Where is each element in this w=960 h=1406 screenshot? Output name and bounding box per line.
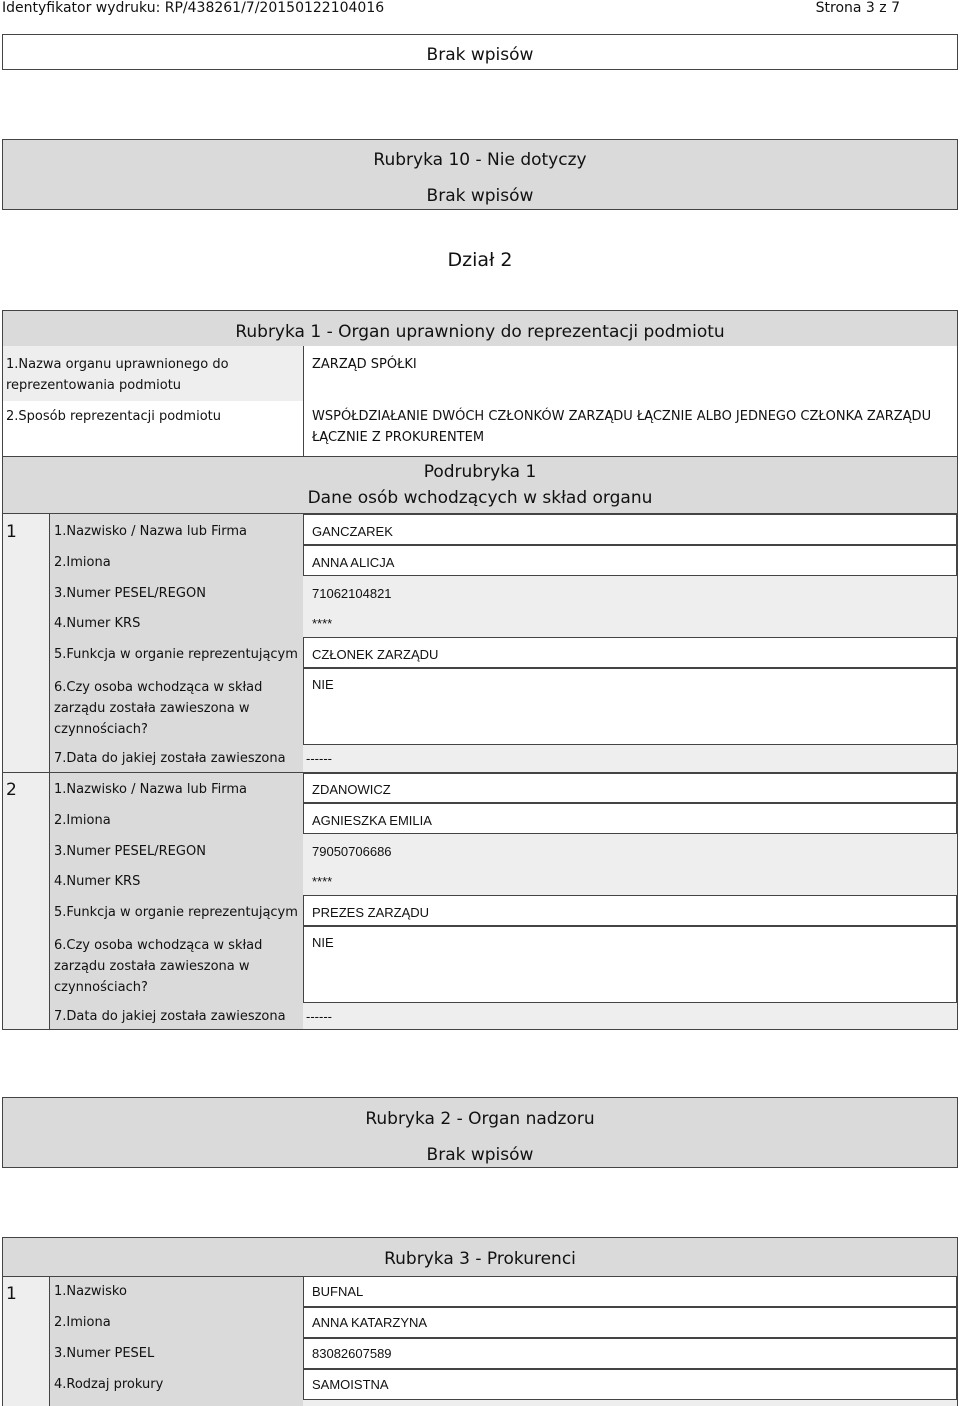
p2-value-7: ------ — [306, 1009, 332, 1024]
p1-value-1: GANCZAREK — [312, 524, 393, 539]
p2-label-2: 2.Imiona — [54, 813, 111, 828]
p2-label-3: 3.Numer PESEL/REGON — [54, 844, 206, 859]
person2-number: 2 — [6, 780, 17, 800]
r3-value-3: 83082607589 — [312, 1346, 392, 1361]
dzial-title: Dział 2 — [447, 249, 513, 271]
p1-label-7: 7.Data do jakiej została zawieszona — [54, 751, 286, 766]
p2-label-6: 6.Czy osoba wchodząca w skład zarządu została zawieszona w czynnościach? — [54, 938, 263, 995]
field1-label: 1.Nazwa organu uprawnionego do reprezentowania podmiotu — [6, 357, 229, 393]
p2-label-5: 5.Funkcja w organie reprezentującym — [54, 905, 298, 920]
page-number: Strona 3 z 7 — [815, 0, 900, 16]
p1-label-4: 4.Numer KRS — [54, 616, 141, 631]
r3-value-2: ANNA KATARZYNA — [312, 1315, 428, 1330]
p1-label-1: 1.Nazwisko / Nazwa lub Firma — [54, 524, 247, 539]
p1-value-4: **** — [312, 616, 333, 631]
r3-label-4: 4.Rodzaj prokury — [54, 1377, 164, 1392]
r3-value-4: SAMOISTNA — [312, 1377, 389, 1392]
rubryka10-title: Rubryka 10 - Nie dotyczy — [373, 150, 587, 170]
p2-value-5: PREZES ZARZĄDU — [312, 905, 430, 920]
podrubryka-subtitle: Dane osób wchodzących w skład organu — [307, 488, 653, 508]
field2-value: WSPÓŁDZIAŁANIE DWÓCH CZŁONKÓW ZARZĄDU ŁĄCZNIE ALBO JEDNEGO CZŁONKA ZARZĄDU ŁĄCZNIE Z PROKURENTEM — [312, 409, 932, 445]
p2-value-1: ZDANOWICZ — [312, 782, 391, 797]
r3-label-1: 1.Nazwisko — [54, 1284, 127, 1299]
p2-value-4: **** — [312, 874, 333, 889]
rubryka2-text: Brak wpisów — [426, 1145, 534, 1165]
p2-value-6: NIE — [312, 935, 334, 950]
p1-label-3: 3.Numer PESEL/REGON — [54, 586, 206, 601]
p2-label-7: 7.Data do jakiej została zawieszona — [54, 1009, 286, 1024]
p2-label-1: 1.Nazwisko / Nazwa lub Firma — [54, 782, 247, 797]
prokurent-number: 1 — [6, 1284, 17, 1304]
rubryka3-title: Rubryka 3 - Prokurenci — [384, 1249, 576, 1269]
person1-number: 1 — [6, 522, 17, 542]
p2-value-3: 79050706686 — [312, 844, 392, 859]
r3-label-2: 2.Imiona — [54, 1315, 111, 1330]
p2-value-2: AGNIESZKA EMILIA — [312, 813, 432, 828]
rubryka2-title: Rubryka 2 - Organ nadzoru — [365, 1109, 595, 1129]
p1-label-5: 5.Funkcja w organie reprezentującym — [54, 647, 298, 662]
rubryka1-title: Rubryka 1 - Organ uprawniony do reprezentacji podmiotu — [235, 322, 725, 342]
p2-label-4: 4.Numer KRS — [54, 874, 141, 889]
p1-value-3: 71062104821 — [312, 586, 392, 601]
p1-value-7: ------ — [306, 751, 332, 766]
rubryka10-text: Brak wpisów — [426, 186, 534, 206]
print-identifier: Identyfikator wydruku: RP/438261/7/20150122104016 — [2, 0, 385, 16]
p1-value-5: CZŁONEK ZARZĄDU — [312, 647, 439, 662]
r3-label-3: 3.Numer PESEL — [54, 1346, 155, 1361]
p1-value-6: NIE — [312, 677, 334, 692]
top-box-text: Brak wpisów — [426, 45, 534, 65]
podrubryka-title: Podrubryka 1 — [423, 462, 537, 482]
field2-label: 2.Sposób reprezentacji podmiotu — [6, 409, 221, 424]
p1-value-2: ANNA ALICJA — [312, 555, 395, 570]
field1-value: ZARZĄD SPÓŁKI — [312, 357, 417, 372]
p1-label-6: 6.Czy osoba wchodząca w skład zarządu została zawieszona w czynnościach? — [54, 680, 263, 737]
r3-value-1: BUFNAL — [312, 1284, 364, 1299]
p1-label-2: 2.Imiona — [54, 555, 111, 570]
